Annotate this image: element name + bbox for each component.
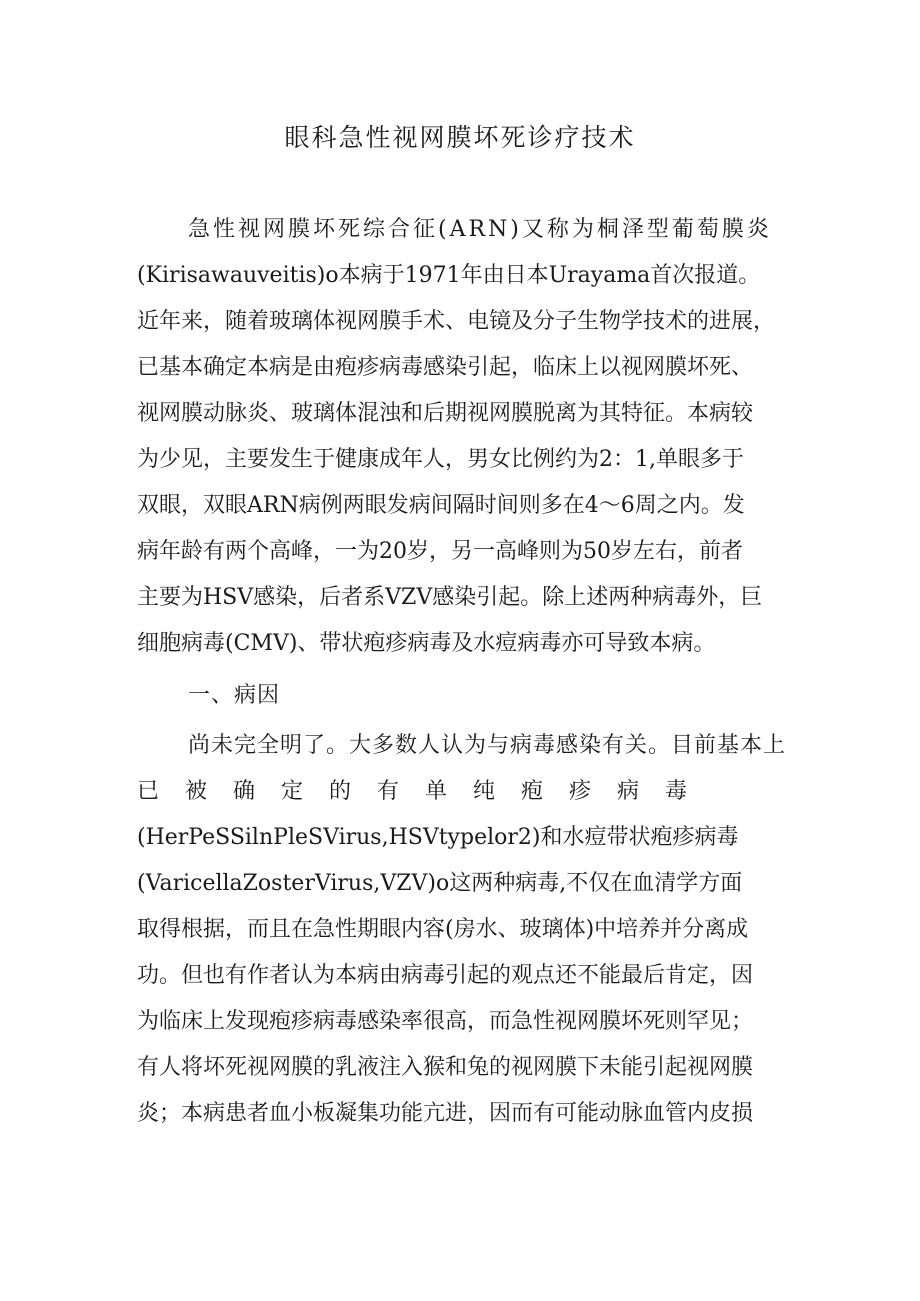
- paragraph-line-19: 炎；本病患者血小板凝集功能亢进，因而有可能动脉血管内皮损: [137, 1101, 754, 1126]
- paragraph-line-18: 有人将坏死视网膜的乳液注入猴和兔的视网膜下未能引起视网膜: [137, 1055, 754, 1080]
- paragraph-line-3: 近年来，随着玻璃体视网膜手术、电镜及分子生物学技术的进展，: [137, 309, 776, 334]
- paragraph-line-13: (HerPeSSilnPleSVirus,HSVtypelor2)和水痘带状疱疹病毒: [137, 825, 739, 850]
- paragraph-line-4: 已基本确定本病是由疱疹病毒感染引起，临床上以视网膜坏死、: [137, 355, 754, 380]
- section-heading-etiology: 一、病因: [188, 683, 281, 708]
- paragraph-line-7: 双眼，双眼ARN病例两眼发病间隔时间则多在4〜6周之内。发: [137, 493, 745, 518]
- document-title: 眼科急性视网膜坏死诊疗技术: [284, 123, 636, 152]
- paragraph-line-5: 视网膜动脉炎、玻璃体混浊和后期视网膜脱离为其特征。本病较: [137, 401, 754, 426]
- paragraph-line-10: 细胞病毒(CMV)、带状疱疹病毒及水痘病毒亦可导致本病。: [137, 631, 716, 656]
- paragraph-line-16: 功。但也有作者认为本病由病毒引起的观点还不能最后肯定，因: [137, 963, 754, 988]
- paragraph-line-15: 取得根据，而且在急性期眼内容(房水、玻璃体)中培养并分离成: [137, 917, 749, 942]
- paragraph-line-14: (VaricellaZosterVirus,VZV)o这两种病毒,不仅在血清学方面: [137, 871, 743, 896]
- paragraph-line-1: 急性视网膜坏死综合征(ARN)又称为桐泽型葡萄膜炎: [188, 217, 772, 242]
- paragraph-line-6: 为少见，主要发生于健康成年人，男女比例约为2：1,单眼多于: [137, 447, 744, 472]
- paragraph-line-17: 为临床上发现疱疹病毒感染率很高，而急性视网膜坏死则罕见；: [137, 1009, 754, 1034]
- paragraph-line-12: 已被确定的有单纯疱疹病毒: [137, 779, 714, 804]
- paragraph-line-11: 尚未完全明了。大多数人认为与病毒感染有关。目前基本上: [188, 733, 787, 758]
- paragraph-line-9: 主要为HSV感染，后者系VZV感染引起。除上述两种病毒外，巨: [137, 585, 763, 610]
- paragraph-line-8: 病年龄有两个高峰，一为20岁，另一高峰则为50岁左右，前者: [137, 539, 743, 564]
- paragraph-line-2: (Kirisawauveitis)o本病于1971年由日本Urayama首次报道。: [137, 263, 761, 288]
